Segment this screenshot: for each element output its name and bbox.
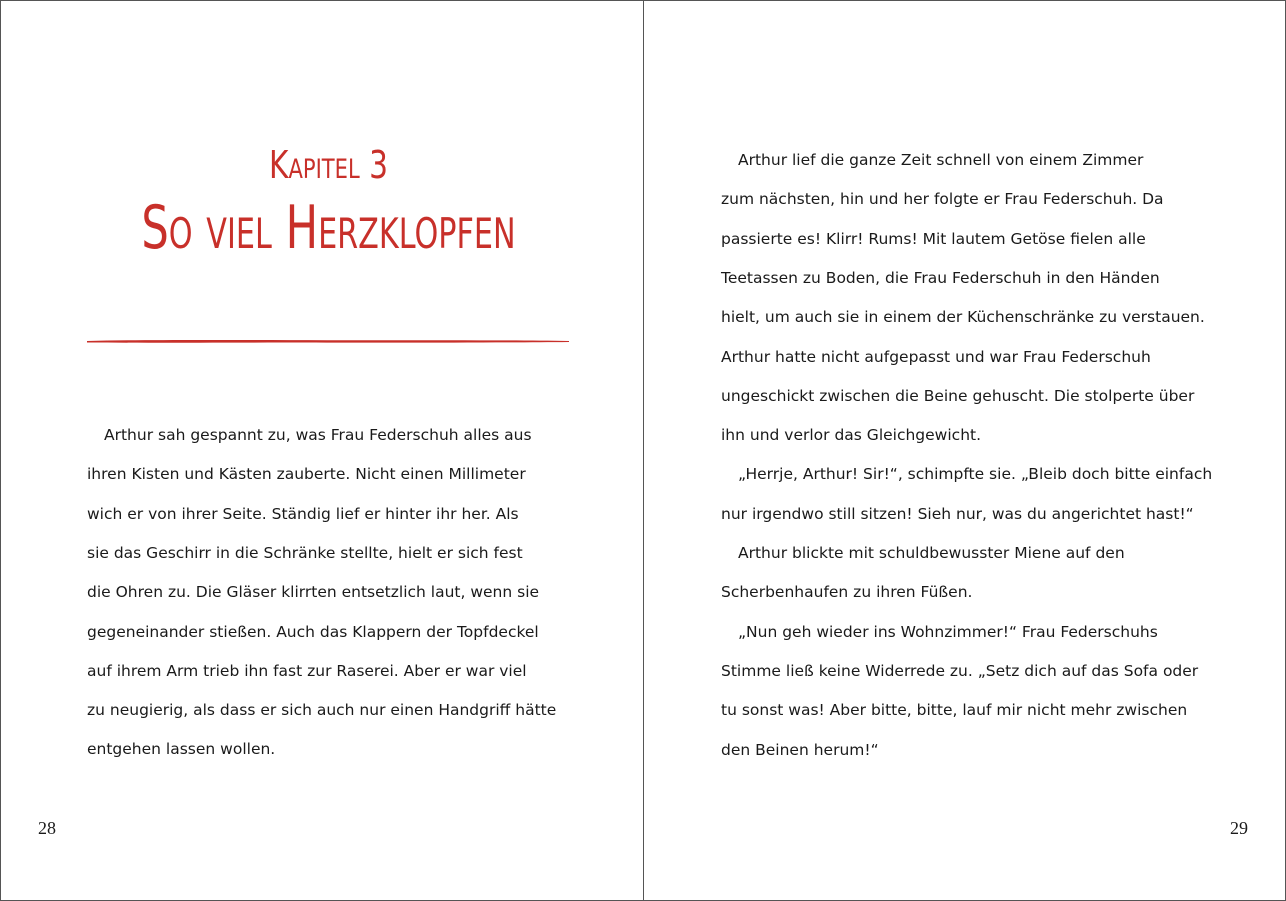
text-line: „Nun geh wieder ins Wohnzimmer!“ Frau Federschuhs [738,622,1158,641]
text-line: den Beinen herum!“ [721,740,879,759]
chapter-label: Kapitel 3 [269,143,388,187]
text-line: Stimme ließ keine Widerrede zu. „Setz dich auf das Sofa oder [721,661,1199,680]
text-line: ungeschickt zwischen die Beine gehuscht. Die stolperte über [721,386,1195,405]
page-number-right: 29 [1230,818,1248,838]
text-line: zu neugierig, als dass er sich auch nur einen Handgriff hätte [87,701,557,720]
text-line: Arthur lief die ganze Zeit schnell von einem Zimmer [738,151,1144,169]
text-line: nur irgendwo still sitzen! Sieh nur, was du angerichtet hast!“ [721,504,1194,523]
brush-stroke [87,340,569,343]
left-page [1,1,644,900]
title-underline-rule [87,337,569,345]
text-line: entgehen lassen wollen. [87,740,276,759]
text-line: wich er von ihrer Seite. Ständig lief er hinter ihr her. Als [87,504,519,523]
text-line: Arthur blickte mit schuldbewusster Miene auf den [738,544,1125,562]
text-line: tu sonst was! Aber bitte, bitte, lauf mir nicht mehr zwischen [721,701,1188,720]
text-line: die Ohren zu. Die Gläser klirrten entsetzlich laut, wenn sie [87,583,540,602]
text-line: Teetassen zu Boden, die Frau Federschuh in den Händen [721,268,1160,287]
text-line: zum nächsten, hin und her folgte er Frau Federschuh. Da [721,190,1164,209]
text-line: gegeneinander stießen. Auch das Klappern der Topfdeckel [87,622,539,641]
text-line: ihren Kisten und Kästen zauberte. Nicht einen Millimeter [87,465,526,484]
page-number-left: 28 [38,818,56,838]
right-page [644,1,1286,900]
text-line: Arthur sah gespannt zu, was Frau Federschuh alles aus [104,426,532,444]
text-line: ihn und verlor das Gleichgewicht. [721,426,982,445]
text-line: „Herrje, Arthur! Sir!“, schimpfte sie. „Bleib doch bitte einfach [738,465,1213,484]
text-line: auf ihrem Arm trieb ihn fast zur Raserei. Aber er war viel [87,661,527,680]
chapter-title: So viel Herzklopfen [141,193,516,263]
text-line: sie das Geschirr in die Schränke stellte, hielt er sich fest [87,543,523,562]
text-line: Scherbenhaufen zu ihren Füßen. [721,583,973,602]
text-line: Arthur hatte nicht aufgepasst und war Frau Federschuh [721,347,1151,366]
text-line: hielt, um auch sie in einem der Küchenschränke zu verstauen. [721,308,1205,327]
text-line: passierte es! Klirr! Rums! Mit lautem Getöse fielen alle [721,229,1146,248]
